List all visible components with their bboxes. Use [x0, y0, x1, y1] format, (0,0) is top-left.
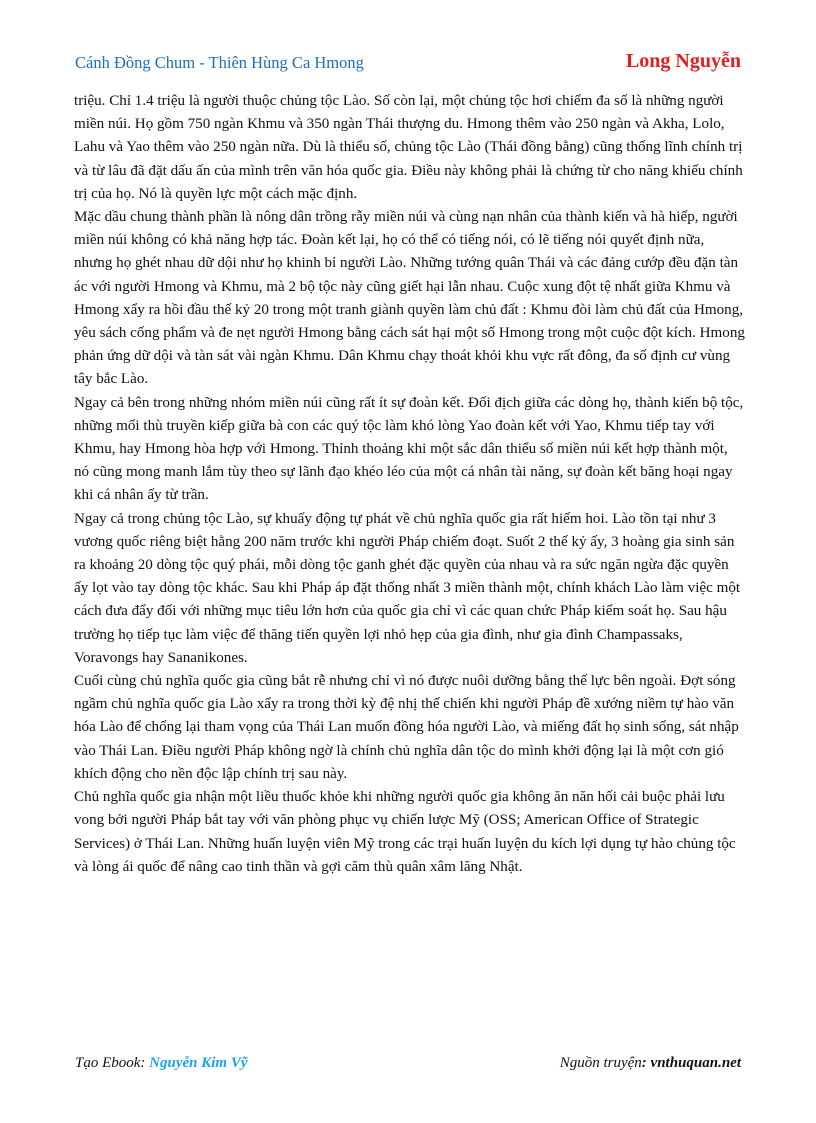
ebook-author: Nguyễn Kim Vỹ: [149, 1055, 248, 1071]
page-header: [75, 50, 741, 76]
paragraph: triệu. Chỉ 1.4 triệu là người thuộc chủng tộc Lào. Số còn lại, một chủng tộc hơi chiếm đa số là những người miền núi. Họ gồm 750 ngàn Khmu và 350 ngàn Thái thượng du. Hmong thêm vào 250 ngàn và Akha, Lolo, Lahu và Yao thêm vào 250 ngàn nữa. Dù là thiểu số, chủng tộc Lào (Thái đồng bằng) cũng thống lĩnh chính trị và từ lâu đã đặt dấu ấn của mình trên văn hóa quốc gia. Điều này không phải là chứng từ cho năng khiếu chính trị của họ. Nó là quyền lực một cách mặc định.: [74, 93, 743, 202]
paragraph: Chủ nghĩa quốc gia nhận một liều thuốc khỏe khi những người quốc gia không ăn năn hối cải buộc phải lưu vong bởi người Pháp bắt tay với văn phòng phục vụ chiến lược Mỹ (OSS; American Office of Strategic Services) ở Thái Lan. Những huấn luyện viên Mỹ trong các trại huấn luyện du kích lợi dụng tự hào chủng tộc và lòng ái quốc để nâng cao tinh thần và gợi căm thù quân xâm lăng Nhật.: [74, 789, 736, 875]
source-separator: :: [641, 1055, 651, 1071]
source-credit: [560, 1055, 741, 1072]
book-title: Cánh Đồng Chum - Thiên Hùng Ca Hmong: [75, 53, 364, 72]
author-name: Long Nguyễn: [625, 50, 741, 72]
ebook-credit: [75, 1055, 248, 1072]
ebook-label: Tạo Ebook: [75, 1055, 141, 1071]
body-text: [74, 90, 746, 879]
paragraph: Ngay cả trong chủng tộc Lào, sự khuấy động tự phát về chủ nghĩa quốc gia rất hiếm hoi. Lào tồn tại như 3 vương quốc riêng biệt hằng 200 năm trước khi người Pháp chiếm đoạt. Suốt 2 thế kỷ ấy, 3 hoàng gia sinh sản ra khoảng 20 dòng tộc quý phái, mỗi dòng tộc ganh ghét đặc quyền của nhau và ra sức ngăn ngừa đặc quyền ấy lọt vào tay dòng tộc khác. Sau khi Pháp áp đặt thống nhất 3 miền thành một, chính khách Lào làm việc một cách đưa đẩy đối với những mục tiêu lớn hơn của quốc gia chỉ vì các quan chức Pháp kiểm soát họ. Sau hậu trường họ tiếp tục làm việc để thăng tiến quyền lợi nhỏ hẹp của gia đình, như gia đình Champassaks, Voravongs hay Sananikones.: [74, 510, 741, 666]
ebook-separator: :: [140, 1055, 150, 1071]
source-label: Nguồn truyện: [559, 1055, 642, 1071]
paragraph: Mặc dầu chung thành phần là nông dân trồng rẫy miền núi và cùng nạn nhân của thành kiến và hà hiếp, người miền núi không có khả năng hợp tác. Đoàn kết lại, họ có thể có tiếng nói, có lẽ tiếng nói quyết định nữa, nhưng họ ghét nhau dữ dội như họ khinh bỉ người Lào. Những tướng quân Thái và các đảng cướp đều đặn tàn ác với người Hmong và Khmu, mà 2 bộ tộc này cũng giết hại lẫn nhau. Cuộc xung đột tệ nhất giữa Khmu và Hmong xẩy ra hồi đầu thế kỷ 20 trong một tranh giành quyền làm chủ đất : Khmu đòi làm chủ đất của Hmong, yêu sách cống phẩm và đe nẹt người Hmong bằng cách sát hại một số Hmong trong một cuộc đột kích. Hmong phản ứng dữ dội và tàn sát vài ngàn Khmu. Dân Khmu chạy thoát khỏi khu vực rất đông, đa số định cư vùng tây bắc Lào.: [74, 209, 745, 388]
source-site: vnthuquan.net: [650, 1055, 741, 1071]
paragraph: Ngay cả bên trong những nhóm miền núi cũng rất ít sự đoàn kết. Đối địch giữa các dòng họ, thành kiến bộ tộc, những mối thù truyền kiếp giữa bà con các quý tộc làm khó lòng Yao đoàn kết với Yao, Khmu tiếp tay với Khmu, hay Hmong hòa hợp với Hmong. Thỉnh thoảng khi một sắc dân thiểu số miền núi kết hợp thành một, nó cũng mong manh lắm tùy theo sự lãnh đạo khéo léo của một cá nhân tài năng, sự đoàn kết băng hoại ngay khi cá nhân ấy từ trần.: [74, 394, 744, 504]
page-footer: [75, 1055, 741, 1077]
paragraph: Cuối cùng chủ nghĩa quốc gia cũng bắt rễ nhưng chỉ vì nó được nuôi dưỡng bằng thế lực bên ngoài. Đợt sóng ngầm chủ nghĩa quốc gia Lào xẩy ra trong thời kỳ đệ nhị thế chiến khi người Pháp đề xướng niềm tự hào văn hóa Lào để chống lại tham vọng của Thái Lan muốn đồng hóa người Lào, và miếng đất họ sinh sống, sát nhập vào Thái Lan. Điều người Pháp không ngờ là chính chủ nghĩa dân tộc do mình khởi động lại là một cơn gió khích động cho nền độc lập chính trị sau này.: [74, 673, 739, 782]
